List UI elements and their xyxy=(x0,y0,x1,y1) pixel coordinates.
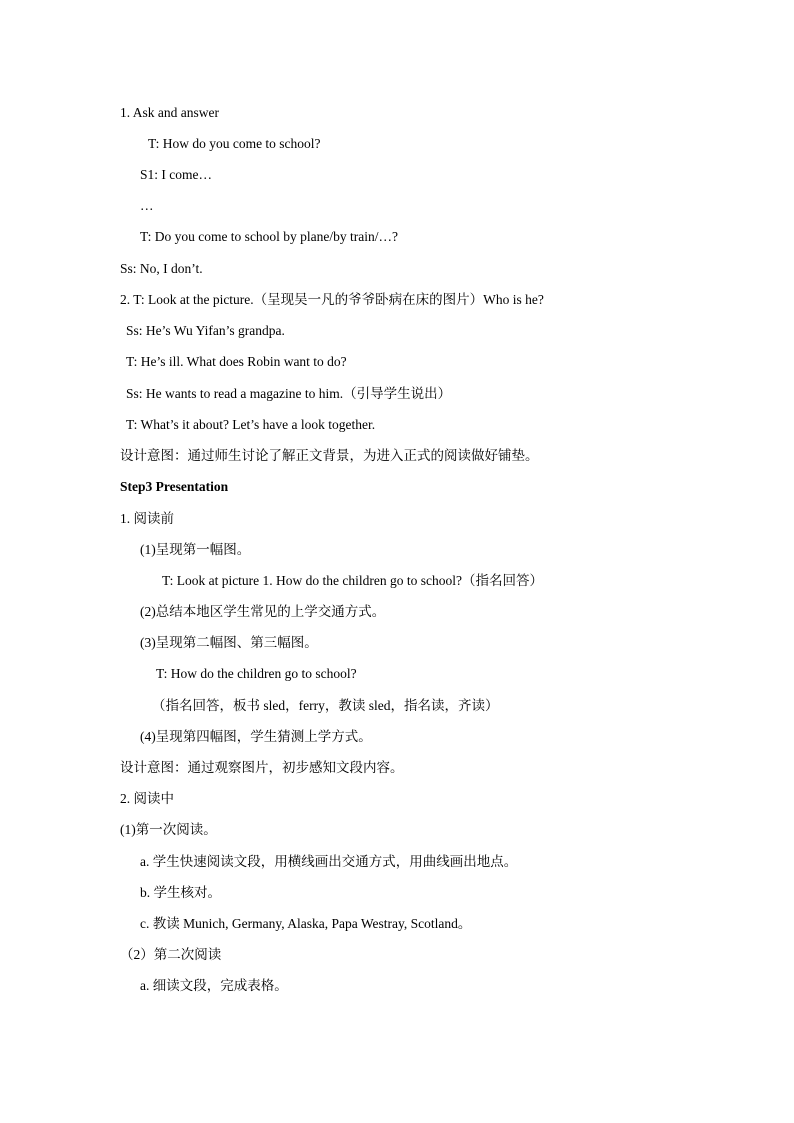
dialogue-line-students: Ss: No, I don’t. xyxy=(120,261,203,276)
activity-subitem: b. 学生核对。 xyxy=(140,885,221,900)
activity-item: （2）第二次阅读 xyxy=(120,947,222,962)
dialogue-line-teacher: 2. T: Look at the picture.（呈现吴一凡的爷爷卧病在床的图片）Who is he? xyxy=(120,292,544,307)
dialogue-line-student: S1: I come… xyxy=(140,167,212,182)
dialogue-line-teacher: T: Look at picture 1. How do the children go to school?（指名回答） xyxy=(162,573,544,588)
dialogue-line-students: Ss: He’s Wu Yifan’s grandpa. xyxy=(126,323,285,338)
activity-item: (1)呈现第一幅图。 xyxy=(140,542,251,557)
activity-subitem: a. 细读文段，完成表格。 xyxy=(140,978,288,993)
activity-item: (4)呈现第四幅图，学生猜测上学方式。 xyxy=(140,729,372,744)
activity-item: (2)总结本地区学生常见的上学交通方式。 xyxy=(140,604,386,619)
design-intent-note: 设计意图：通过师生讨论了解正文背景，为进入正式的阅读做好铺垫。 xyxy=(120,448,539,463)
design-intent-note: 设计意图：通过观察图片，初步感知文段内容。 xyxy=(120,760,404,775)
subsection-heading-while-reading: 2. 阅读中 xyxy=(120,791,174,806)
subsection-heading-pre-reading: 1. 阅读前 xyxy=(120,511,174,526)
dialogue-line-teacher: T: How do the children go to school? xyxy=(156,666,357,681)
section-heading-ask-and-answer: 1. Ask and answer xyxy=(120,105,219,120)
dialogue-line-teacher: T: How do you come to school? xyxy=(148,136,321,151)
step-heading: Step3 Presentation xyxy=(120,479,229,494)
activity-subitem: a. 学生快速阅读文段，用横线画出交通方式，用曲线画出地点。 xyxy=(140,854,518,869)
dialogue-line-teacher: T: What’s it about? Let’s have a look together. xyxy=(126,417,376,432)
activity-note: （指名回答，板书 sled，ferry，教读 sled，指名读，齐读） xyxy=(152,698,499,713)
dialogue-ellipsis: … xyxy=(140,198,154,213)
activity-item: (3)呈现第二幅图、第三幅图。 xyxy=(140,635,318,650)
activity-subitem: c. 教读 Munich, Germany, Alaska, Papa Westray, Scotland。 xyxy=(140,916,472,931)
dialogue-line-teacher: T: Do you come to school by plane/by train/…? xyxy=(140,229,399,244)
dialogue-line-students: Ss: He wants to read a magazine to him.（引导学生说出） xyxy=(126,386,452,401)
dialogue-line-teacher: T: He’s ill. What does Robin want to do? xyxy=(126,354,347,369)
activity-item: (1)第一次阅读。 xyxy=(120,822,217,837)
